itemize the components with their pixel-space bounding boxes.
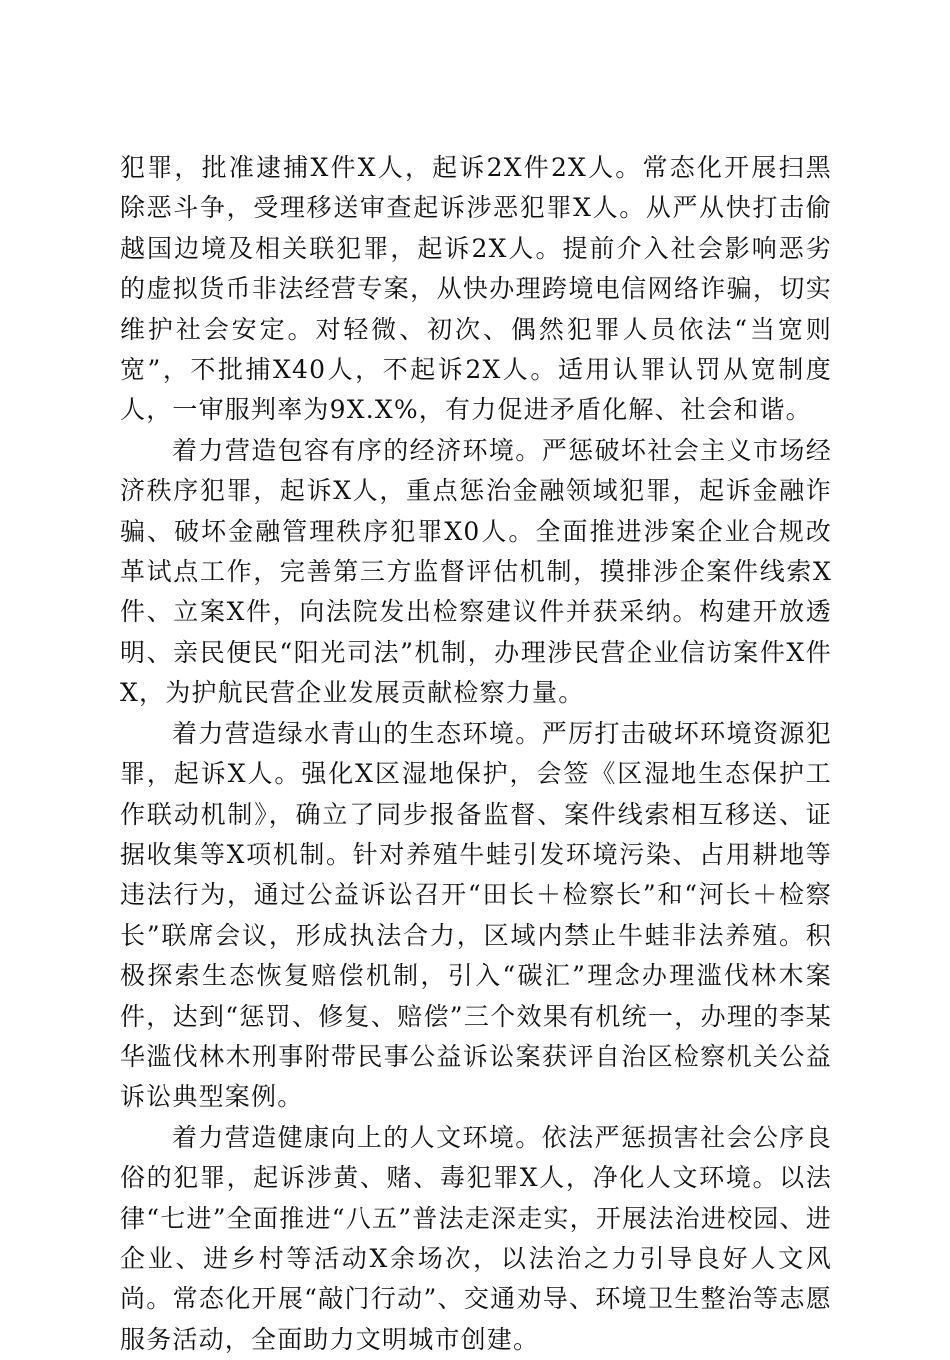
document-body <box>120 148 832 1360</box>
paragraph-continuation: 犯罪，批准逮捕X件X人，起诉2X件2X人。常态化开展扫黑除恶斗争，受理移送审查起诉涉恶犯罪X人。从严从快打击偷越国边境及相关联犯罪，起诉2X人。提前介入社会影响恶劣的虚拟货币非法经营专案，从快办理跨境电信网络诈骗，切实维护社会安定。对轻微、初次、偶然犯罪人员依法“当宽则宽”，不批捕X40人，不起诉2X人。适用认罪认罚从宽制度人，一审服判率为9X.X%，有力促进矛盾化解、社会和谐。 <box>120 153 832 425</box>
paragraph-ecological-environment: 着力营造绿水青山的生态环境。严厉打击破坏环境资源犯罪，起诉X人。强化X区湿地保护，会签《区湿地生态保护工作联动机制》，确立了同步报备监督、案件线索相互移送、证据收集等X项机制。针对养殖牛蛙引发环境污染、占用耕地等违法行为，通过公益诉讼召开“田长＋检察长”和“河长＋检察长”联席会议，形成执法合力，区域内禁止牛蛙非法养殖。积极探索生态恢复赔偿机制，引入“碳汇”理念办理滥伐林木案件，达到“惩罚、修复、赔偿”三个效果有机统一，办理的李某华滥伐林木刑事附带民事公益诉讼案获评自治区检察机关公益诉讼典型案例。 <box>120 718 832 1112</box>
paragraph-cultural-environment: 着力营造健康向上的人文环境。依法严惩损害社会公序良俗的犯罪，起诉涉黄、赌、毒犯罪X人，净化人文环境。以法律“七进”全面推进“八五”普法走深走实，开展法治进校园、进企业、进乡村等活动X余场次，以法治之力引导良好人文风尚。常态化开展“敲门行动”、交通劝导、环境卫生整治等志愿服务活动，全面助力文明城市创建。 <box>120 1122 832 1354</box>
paragraph-economic-environment: 着力营造包容有序的经济环境。严惩破坏社会主义市场经济秩序犯罪，起诉X人，重点惩治金融领域犯罪，起诉金融诈骗、破坏金融管理秩序犯罪X0人。全面推进涉案企业合规改革试点工作，完善第三方监督评估机制，摸排涉企案件线索X件、立案X件，向法院发出检察建议件并获采纳。构建开放透明、亲民便民“阳光司法”机制，办理涉民营企业信访案件X件X，为护航民营企业发展贡献检察力量。 <box>120 435 832 708</box>
